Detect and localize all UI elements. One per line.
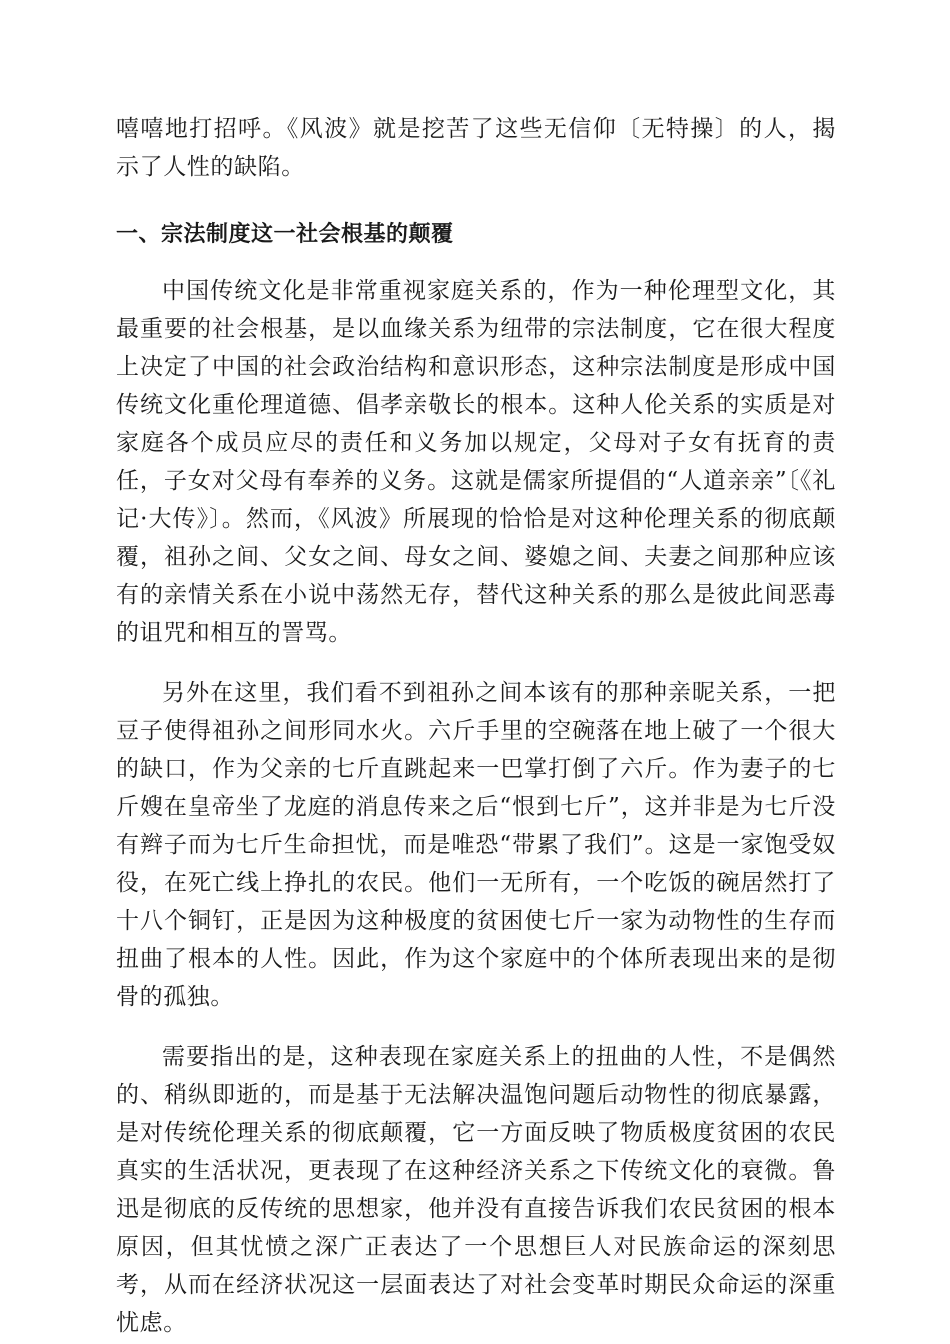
intro-paragraph: 嘻嘻地打招呼。《风波》就是挖苦了这些无信仰〔无特操〕的人，揭示了人性的缺陷。 <box>116 116 836 180</box>
document-body <box>116 110 836 1342</box>
body-paragraph-3: 需要指出的是，这种表现在家庭关系上的扭曲的人性，不是偶然的、稍纵即逝的，而是基于无法解决温饱问题后动物性的彻底暴露，是对传统伦理关系的彻底颠覆，它一方面反映了物质极度贫困的农民真实的生活状况，更表现了在这种经济关系之下传统文化的衰微。鲁迅是彻底的反传统的思想家，他并没有直接告诉我们农民贫困的根本原因，但其忧愤之深广正表达了一个思想巨人对民族命运的深刻思考，从而在经济状况这一层面表达了对社会变革时期民众命运的深重忧虑。 <box>116 1044 836 1336</box>
body-paragraph-2: 另外在这里，我们看不到祖孙之间本该有的那种亲昵关系，一把豆子使得祖孙之间形同水火。六斤手里的空碗落在地上破了一个很大的缺口，作为父亲的七斤直跳起来一巴掌打倒了六斤。作为妻子的七斤嫂在皇帝坐了龙庭的消息传来之后“恨到七斤”，这并非是为七斤没有辫子而为七斤生命担忧，而是唯恐“带累了我们”。这是一家饱受奴役，在死亡线上挣扎的农民。他们一无所有，一个吃饭的碗居然打了十八个铜钉，正是因为这种极度的贫困使七斤一家为动物性的生存而扭曲了根本的人性。因此，作为这个家庭中的个体所表现出来的是彻骨的孤独。 <box>116 680 836 1010</box>
section-heading: 一、宗法制度这一社会根基的颠覆 <box>116 222 454 247</box>
body-paragraph-1: 中国传统文化是非常重视家庭关系的，作为一种伦理型文化，其最重要的社会根基，是以血缘关系为纽带的宗法制度，它在很大程度上决定了中国的社会政治结构和意识形态，这种宗法制度是形成中国传统文化重伦理道德、倡孝亲敬长的根本。这种人伦关系的实质是对家庭各个成员应尽的责任和义务加以规定，父母对子女有抚育的责任，子女对父母有奉养的义务。这就是儒家所提倡的“人道亲亲”〔《礼记·大传》〕。然而，《风波》所展现的恰恰是对这种伦理关系的彻底颠覆，祖孙之间、父女之间、母女之间、婆媳之间、夫妻之间那种应该有的亲情关系在小说中荡然无存，替代这种关系的那么是彼此间恶毒的诅咒和相互的詈骂。 <box>116 278 836 646</box>
